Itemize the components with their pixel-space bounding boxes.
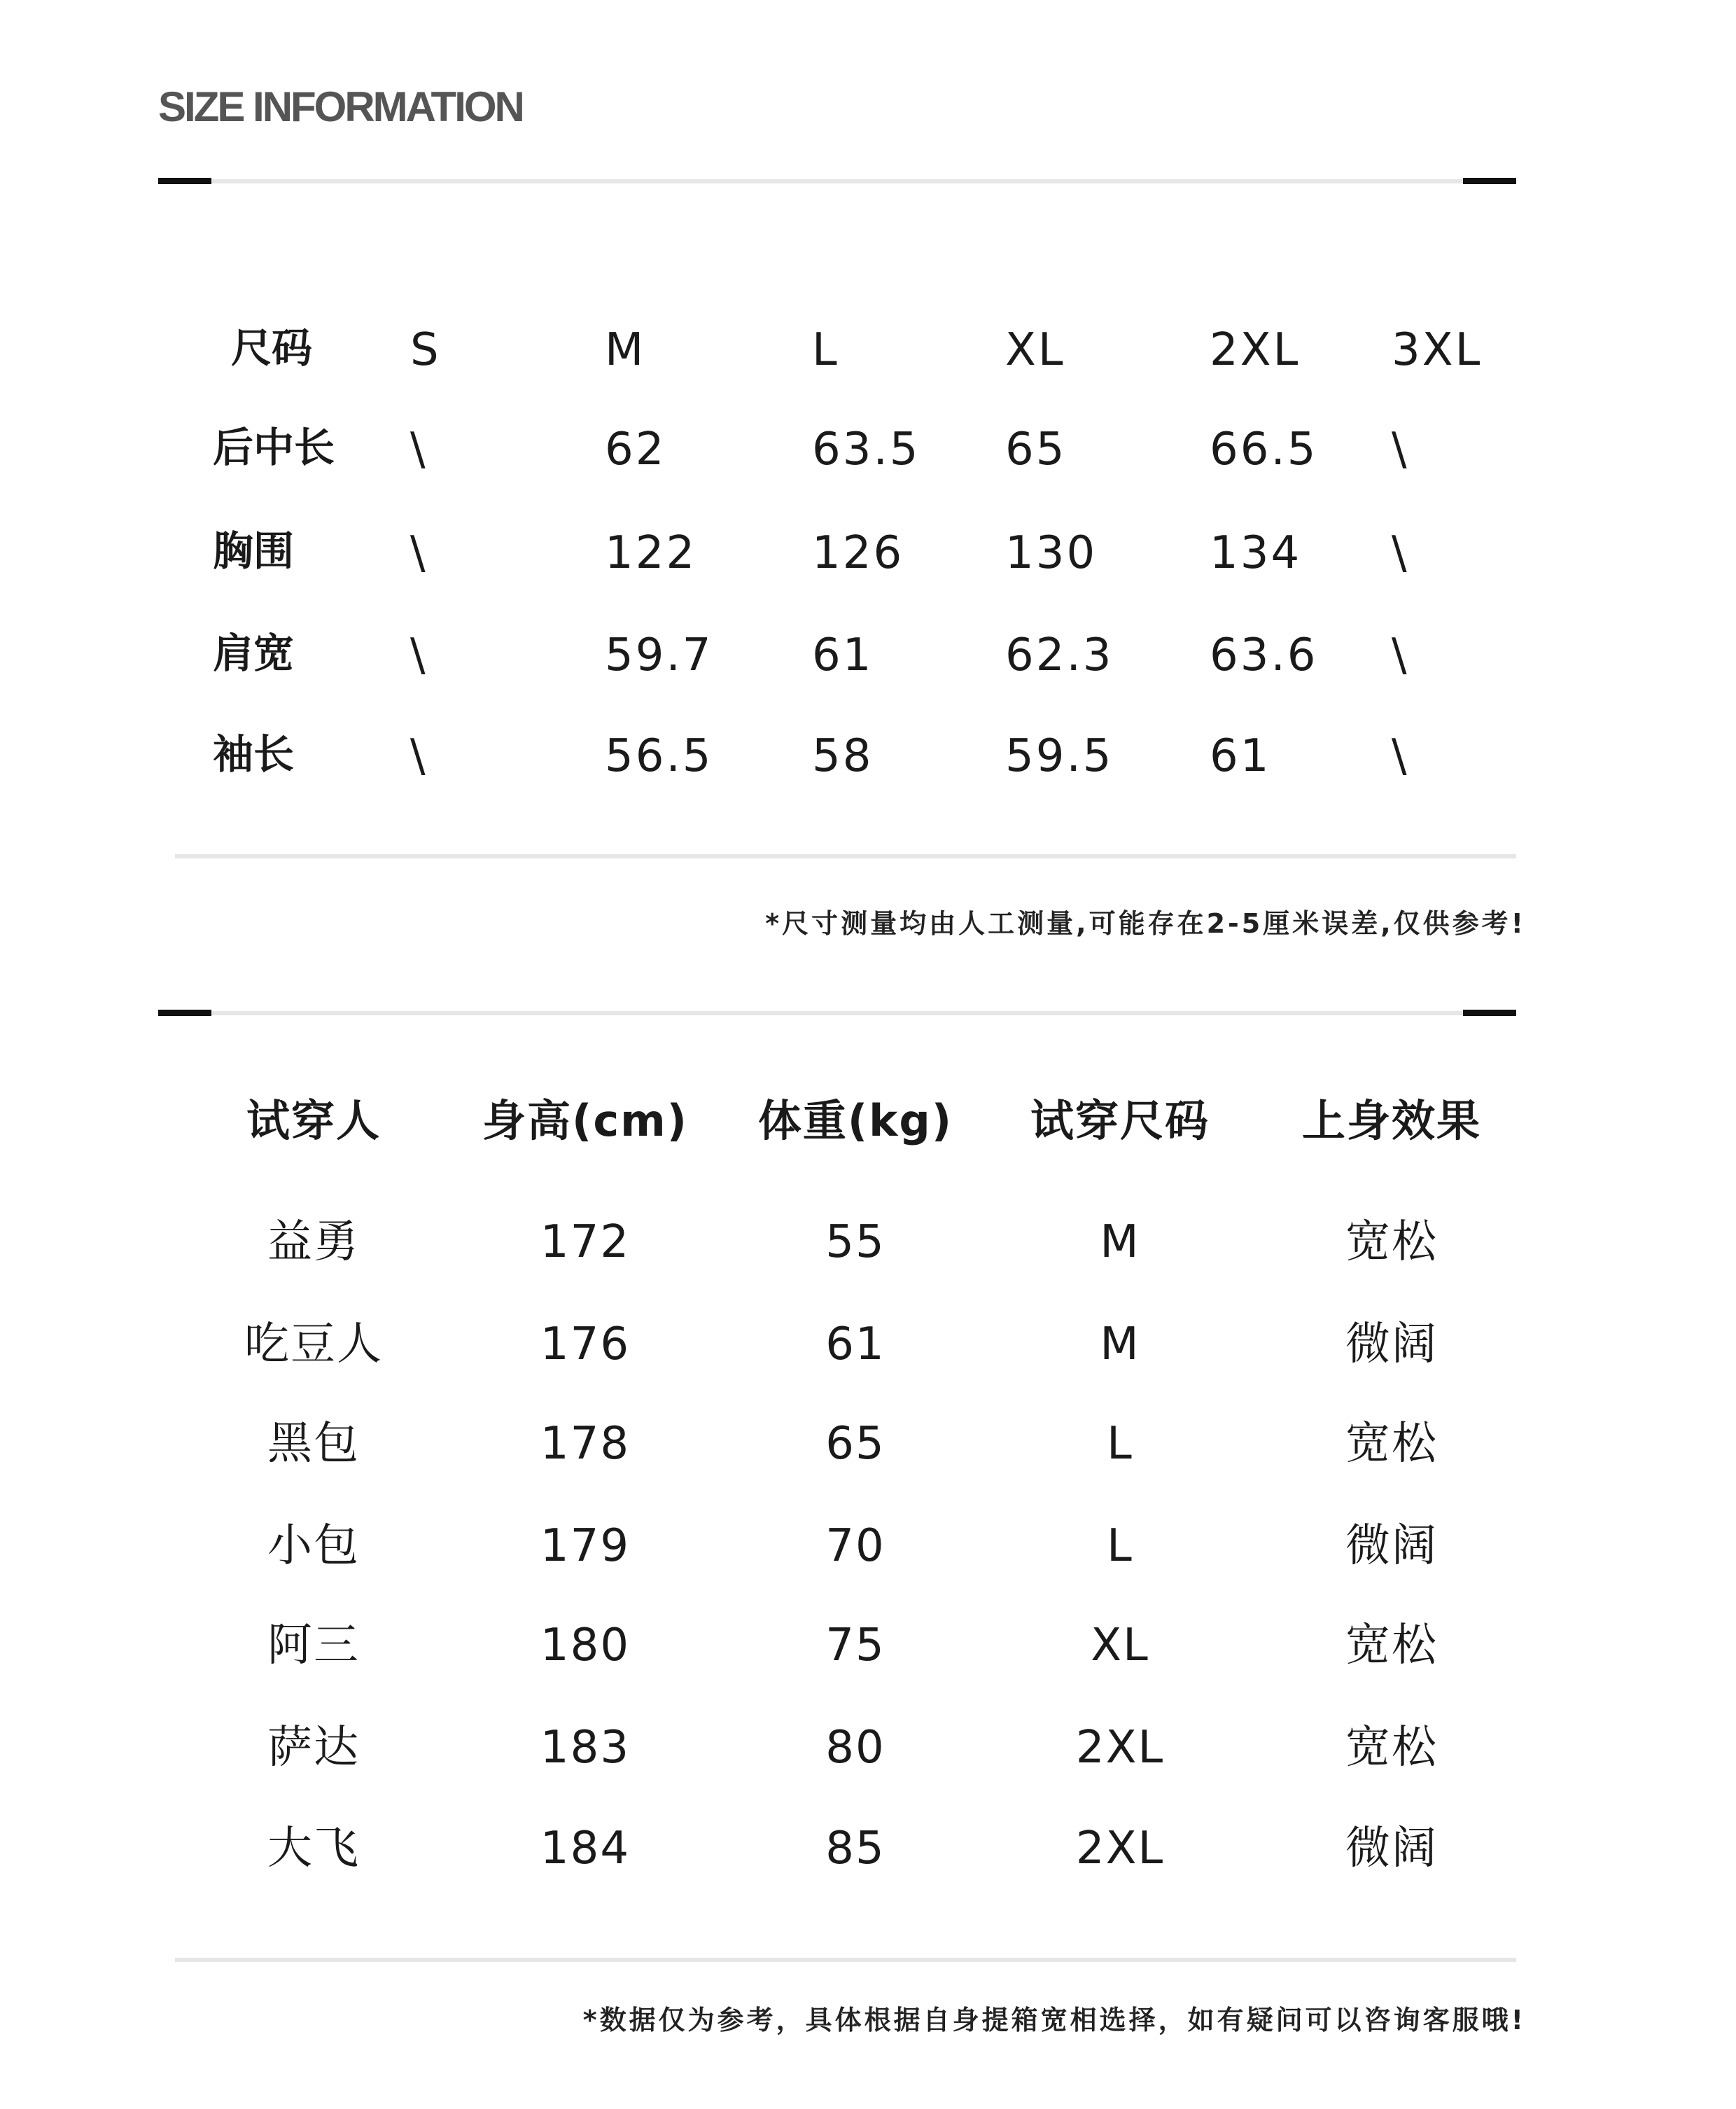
size-row-cell: \ [410,424,428,475]
trial-row-cell: 80 [825,1722,886,1774]
size-row-cell: \ [1392,527,1409,579]
trial-row-cell: 61 [825,1318,886,1370]
size-row-cell: 62.3 [1005,629,1114,681]
trial-row-cell: 172 [540,1216,631,1268]
divider-size-bottom [175,854,1516,858]
measurement-note: *尺寸测量均由人工测量,可能存在2-5厘米误差,仅供参考! [765,908,1526,939]
divider-tick-right [1463,178,1516,184]
trial-row-cell: L [1107,1520,1133,1572]
divider-middle-tick-left [158,1010,211,1016]
size-row-label: 肩宽 [213,629,295,677]
trial-row-cell: M [1100,1216,1140,1268]
size-row-cell: \ [1392,730,1409,782]
size-row-cell: 61 [1210,730,1271,782]
trial-person-name: 益勇 [267,1216,360,1268]
divider-tick-left [158,178,211,184]
trial-row-cell: 微阔 [1345,1318,1438,1370]
trial-row-cell: 183 [540,1722,631,1774]
trial-row-cell: 178 [540,1418,631,1470]
size-header-cell: M [605,324,646,376]
trial-header-cell: 上身效果 [1301,1095,1481,1146]
trial-note: *数据仅为参考，具体根据自身提箱宽相选择，如有疑问可以咨询客服哦! [582,2005,1526,2035]
size-row-cell: 59.7 [605,629,713,681]
trial-header-cell: 身高(cm) [482,1095,689,1146]
trial-row-cell: 184 [540,1823,631,1874]
trial-person-name: 阿三 [267,1620,360,1671]
trial-row-cell: 微阔 [1345,1823,1438,1874]
size-row-cell: 63.5 [812,424,920,475]
divider-middle-tick-right [1463,1010,1516,1016]
size-row-cell: 65 [1005,424,1067,475]
trial-row-cell: 2XL [1075,1823,1165,1874]
size-header-cell: 2XL [1210,324,1301,376]
size-header-cell: XL [1005,324,1065,376]
trial-row-cell: 宽松 [1345,1722,1438,1774]
size-header-cell: L [812,324,839,376]
trial-row-cell: 176 [540,1318,631,1370]
size-header-cell: 3XL [1392,324,1483,376]
size-row-cell: \ [1392,424,1409,475]
trial-header-cell: 试穿人 [246,1095,381,1146]
trial-header-cell: 试穿尺码 [1030,1095,1210,1146]
size-header-cell: S [410,324,441,376]
trial-person-name: 吃豆人 [244,1318,383,1370]
size-row-cell: 58 [812,730,874,782]
size-row-cell: \ [410,527,428,579]
size-header-label: 尺码 [231,324,313,372]
divider-top [158,179,1516,183]
size-row-cell: 56.5 [605,730,713,782]
size-row-cell: \ [410,629,428,681]
trial-row-cell: 180 [540,1620,631,1671]
size-row-label: 袖长 [213,730,295,778]
trial-row-cell: XL [1091,1620,1149,1671]
size-row-cell: 59.5 [1005,730,1114,782]
trial-row-cell: 宽松 [1345,1418,1438,1470]
divider-trial-bottom [175,1958,1516,1962]
divider-middle [158,1011,1516,1015]
trial-row-cell: 微阔 [1345,1520,1438,1572]
trial-person-name: 小包 [267,1520,360,1572]
size-row-cell: 63.6 [1210,629,1318,681]
trial-header-cell: 体重(kg) [757,1095,953,1146]
trial-row-cell: 70 [825,1520,886,1572]
size-row-cell: 126 [812,527,904,579]
trial-row-cell: 宽松 [1345,1216,1438,1268]
size-row-cell: 130 [1005,527,1098,579]
trial-row-cell: L [1107,1418,1133,1470]
trial-row-cell: 宽松 [1345,1620,1438,1671]
trial-person-name: 黑包 [267,1418,360,1470]
size-row-cell: 66.5 [1210,424,1318,475]
trial-row-cell: 65 [825,1418,886,1470]
size-row-label: 后中长 [213,424,335,471]
trial-person-name: 大飞 [267,1823,360,1874]
page-title: SIZE INFORMATION [158,83,523,130]
size-row-cell: 62 [605,424,666,475]
size-row-cell: \ [410,730,428,782]
size-row-cell: 122 [605,527,697,579]
trial-row-cell: 85 [825,1823,886,1874]
size-row-label: 胸围 [213,527,295,575]
size-row-cell: 134 [1210,527,1302,579]
trial-row-cell: 179 [540,1520,631,1572]
trial-row-cell: 75 [825,1620,886,1671]
trial-row-cell: 55 [825,1216,886,1268]
trial-row-cell: 2XL [1075,1722,1165,1774]
size-row-cell: \ [1392,629,1409,681]
trial-person-name: 萨达 [267,1722,360,1774]
trial-row-cell: M [1100,1318,1140,1370]
size-row-cell: 61 [812,629,874,681]
